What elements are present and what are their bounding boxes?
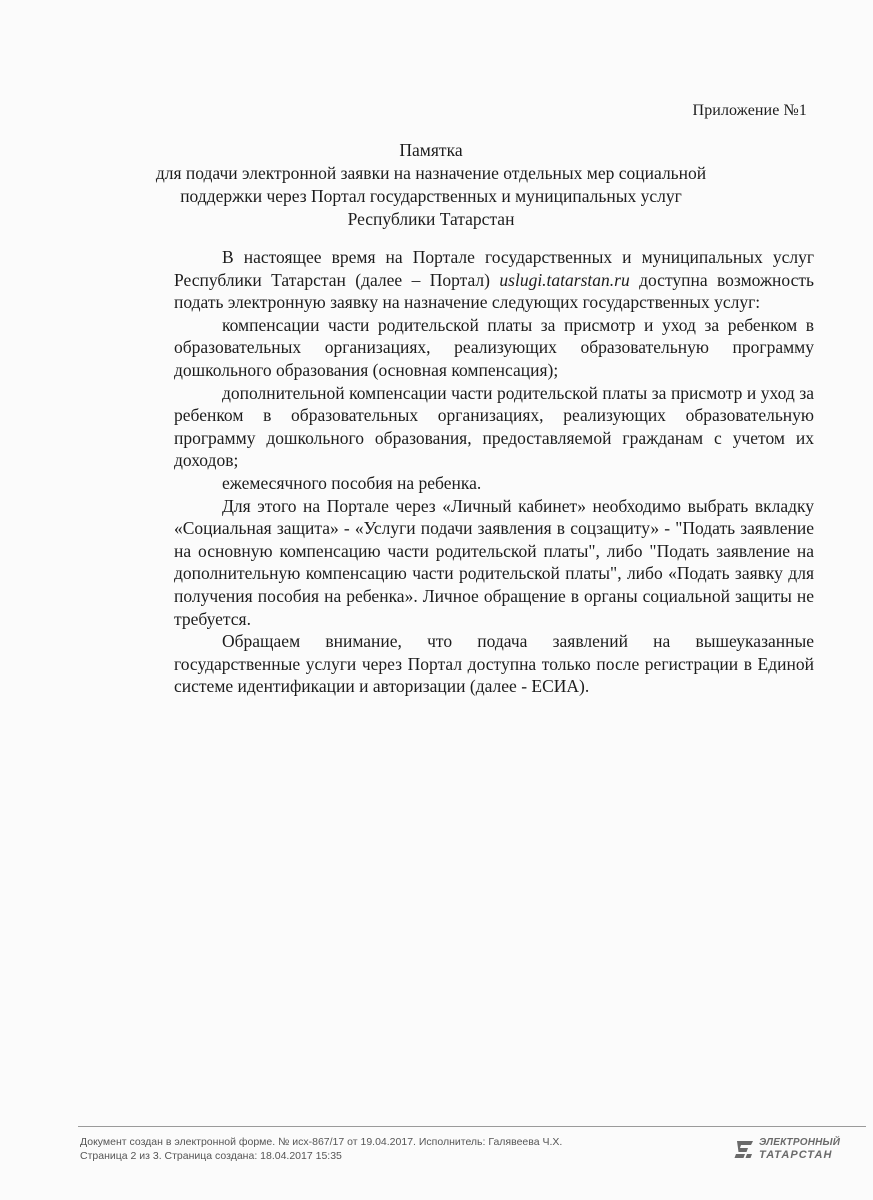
title-line-1: Памятка	[399, 140, 463, 160]
title-line-2: для подачи электронной заявки на назначение отдельных мер социальной	[155, 163, 707, 183]
service-item-additional-compensation: дополнительной компенсации части родительской платы за присмотр и уход за ребенком в образовательных организациях, реализующих образовательную программу дошкольного образования, предоставляемой гражданам с учетом их доходов;	[174, 382, 814, 471]
service-item-basic-compensation: компенсации части родительской платы за присмотр и уход за ребенком в образовательных организациях, реализующих образовательную программу дошкольного образования (основная компенсация);	[174, 314, 814, 380]
title-line-4: Республики Татарстан	[347, 209, 515, 229]
logo-wordmark	[759, 1137, 840, 1161]
document-title	[120, 139, 742, 231]
footer-document-info: Документ создан в электронной форме. № исх-867/17 от 19.04.2017. Исполнитель: Галявеева Ч.Х.	[80, 1136, 563, 1148]
instructions-paragraph: Для этого на Портале через «Личный кабинет» необходимо выбрать вкладку «Социальная защита» - «Услуги подачи заявления в соцзащиту» - "Подать заявление на основную компенсацию части родительской платы", либо "Подать заявление на дополнительную компенсацию части родительской платы", либо «Подать заявку для получения пособия на ребенка». Личное обращение в органы социальной защиты не требуется.	[174, 495, 814, 629]
intro-text-start: В настоящее время на Портале государственных и муниципальных услуг Республики Татарстан (далее – Портал)	[174, 247, 814, 290]
footer-page-info: Страница 2 из 3. Страница создана: 18.04.2017 15:35	[80, 1150, 342, 1162]
logo-line-2: ТАТАРСТАН	[759, 1149, 833, 1161]
footer-divider	[78, 1126, 866, 1127]
logo-mark-icon	[732, 1138, 756, 1162]
electronic-tatarstan-logo	[732, 1137, 842, 1165]
footer-info	[80, 1135, 562, 1163]
intro-paragraph	[174, 246, 814, 314]
logo-line-1: ЭЛЕКТРОННЫЙ	[759, 1137, 841, 1148]
title-line-3: поддержки через Портал государственных и муниципальных услуг	[180, 186, 682, 206]
portal-url: uslugi.tatarstan.ru	[499, 269, 630, 290]
service-item-child-benefit: ежемесячного пособия на ребенка.	[222, 472, 482, 493]
document-body	[174, 246, 814, 698]
appendix-label: Приложение №1	[692, 102, 807, 119]
intro-text-end: доступна возможность подать электронную заявку на назначение следующих государственных услуг:	[174, 269, 814, 313]
notice-paragraph: Обращаем внимание, что подача заявлений на вышеуказанные государственные услуги через Портал доступна только после регистрации в Единой системе идентификации и авторизации (далее - ЕСИА).	[174, 631, 814, 697]
